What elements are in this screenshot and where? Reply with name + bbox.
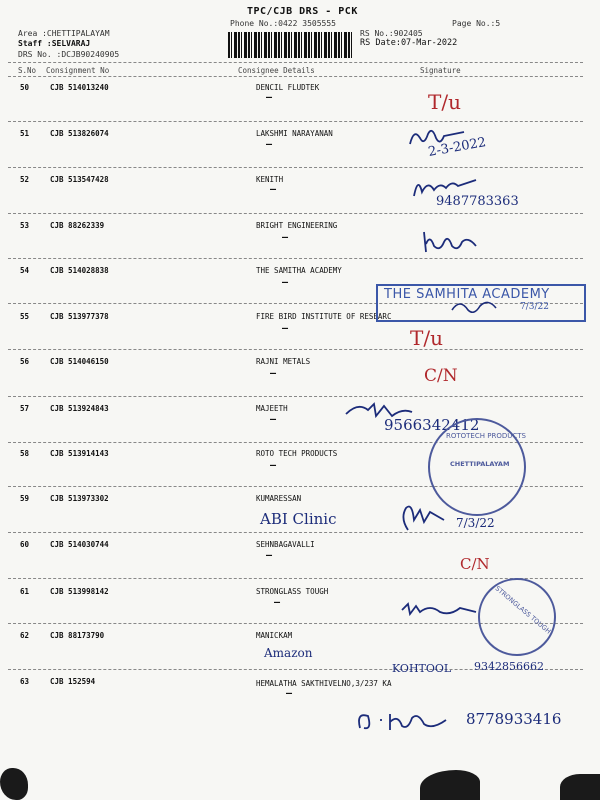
row-consignee: MANICKAM [256,631,293,640]
tick-mark: — [282,232,289,243]
signature-scribble [420,228,482,256]
handwritten-phone: 9487783363 [436,194,519,209]
row-consignee: BRIGHT ENGINEERING [256,221,338,230]
tick-mark: — [274,597,281,608]
rs-date: RS Date:07-Mar-2022 [360,38,458,48]
handwritten-phone: 8778933416 [466,710,562,728]
barcode-image [228,32,353,58]
row-consignee: KENITH [256,175,284,184]
row-consignee: STRONGLASS TOUGH [256,587,329,596]
handwritten-note: T/u [410,326,443,350]
row-consignment: CJB 513914143 [50,449,109,458]
seal-text: STRONGLASS TOUGH [493,584,553,636]
row-consignee: LAKSHMI NARAYANAN [256,129,333,138]
stamp-date: 7/3/22 [520,302,549,312]
signature-scribble [400,600,480,620]
row-consignee: HEMALATHA SAKTHIVELNO,3/237 KA [256,679,392,688]
tick-mark: — [266,550,273,561]
row-consignee: FIRE BIRD INSTITUTE OF RESEARC [256,312,392,321]
row-consignee: KUMARESSAN [256,494,302,503]
company-seal [478,578,556,656]
row-consignment: CJB 513977378 [50,312,109,321]
row-consignee: ROTO TECH PRODUCTS [256,449,338,458]
row-consignment: CJB 88173790 [50,631,105,640]
handwritten-note: C/N [460,555,490,573]
header-divider [8,62,583,63]
tick-mark: — [282,277,289,288]
handwritten-note: ABI Clinic [260,510,337,528]
document-title: TPC/CJB DRS - PCK [247,6,358,17]
row-sno: 55 [20,312,30,321]
row-consignment: CJB 514013240 [50,83,109,92]
row-consignment: CJB 514046150 [50,357,109,366]
row-divider [8,396,583,397]
row-divider [8,349,583,350]
drs-number: DRS No. :DCJB90240905 [18,50,120,59]
signature-scribble [450,296,520,318]
row-consignment: CJB 88262339 [50,221,105,230]
seal-inner-text: CHETTIPALAYAM [450,460,510,468]
row-sno: 56 [20,357,30,366]
row-consignment: CJB 514030744 [50,540,109,549]
row-consignment: CJB 513998142 [50,587,109,596]
tick-mark: — [266,139,273,150]
row-divider [8,213,583,214]
row-divider [8,258,583,259]
handwritten-date: 7/3/22 [456,516,495,530]
phone-number: Phone No.:0422 3505555 [230,19,336,28]
tick-mark: — [270,184,277,195]
scan-artifact [0,768,28,800]
row-sno: 57 [20,404,30,413]
row-consignment: CJB 152594 [50,677,96,686]
signature-scribble [354,708,450,734]
handwritten-note: T/u [428,90,461,114]
handwritten-phone: 9342856662 [474,660,544,673]
tick-mark: — [270,460,277,471]
tick-mark: — [282,323,289,334]
row-sno: 60 [20,540,30,549]
tick-mark: — [270,368,277,379]
row-consignee: MAJEETH [256,404,288,413]
row-sno: 50 [20,83,30,92]
rs-number: RS No.:902405 [360,29,423,38]
row-consignment: CJB 513547428 [50,175,109,184]
row-consignee: SEHNBAGAVALLI [256,540,315,549]
tick-mark: — [286,688,293,699]
row-sno: 51 [20,129,30,138]
column-header-sno: S.No [18,66,37,75]
row-sno: 53 [20,221,30,230]
staff-label: Staff :SELVARAJ [18,39,91,48]
row-consignment: CJB 514028838 [50,266,109,275]
row-consignee: DENCIL FLUDTEK [256,83,320,92]
row-consignment: CJB 513826074 [50,129,109,138]
column-header-divider [8,76,583,77]
row-divider [8,578,583,579]
row-sno: 61 [20,587,30,596]
scan-artifact [560,774,600,800]
handwritten-phone: 9566342412 [384,416,480,434]
row-divider [8,121,583,122]
row-sno: 59 [20,494,30,503]
tick-mark: — [270,414,277,425]
row-consignee: THE SAMITHA ACADEMY [256,266,342,275]
seal-text: ROTOTECH PRODUCTS [446,432,526,440]
row-consignee: RAJNI METALS [256,357,311,366]
scan-artifact [420,770,480,800]
column-header-consignment: Consignment No [46,66,110,75]
row-divider [8,167,583,168]
row-sno: 58 [20,449,30,458]
column-header-consignee: Consignee Details [238,66,315,75]
handwritten-note: Amazon [264,646,313,660]
page-number: Page No.:5 [452,19,501,28]
handwritten-signature: KOHTOOL [392,662,452,675]
handwritten-note: C/N [424,366,458,386]
handwritten-date: 2-3-2022 [427,135,488,160]
column-header-signature: Signature [420,66,461,75]
signature-scribble [398,500,448,534]
tick-mark: — [266,92,273,103]
stamp-text: THE SAMHITA ACADEMY [384,287,550,302]
area-label: Area :CHETTIPALAYAM [18,29,110,38]
row-sno: 52 [20,175,30,184]
row-sno: 63 [20,677,30,686]
row-sno: 54 [20,266,30,275]
row-consignment: CJB 513924843 [50,404,109,413]
row-sno: 62 [20,631,30,640]
row-divider [8,532,583,533]
row-consignment: CJB 513973302 [50,494,109,503]
